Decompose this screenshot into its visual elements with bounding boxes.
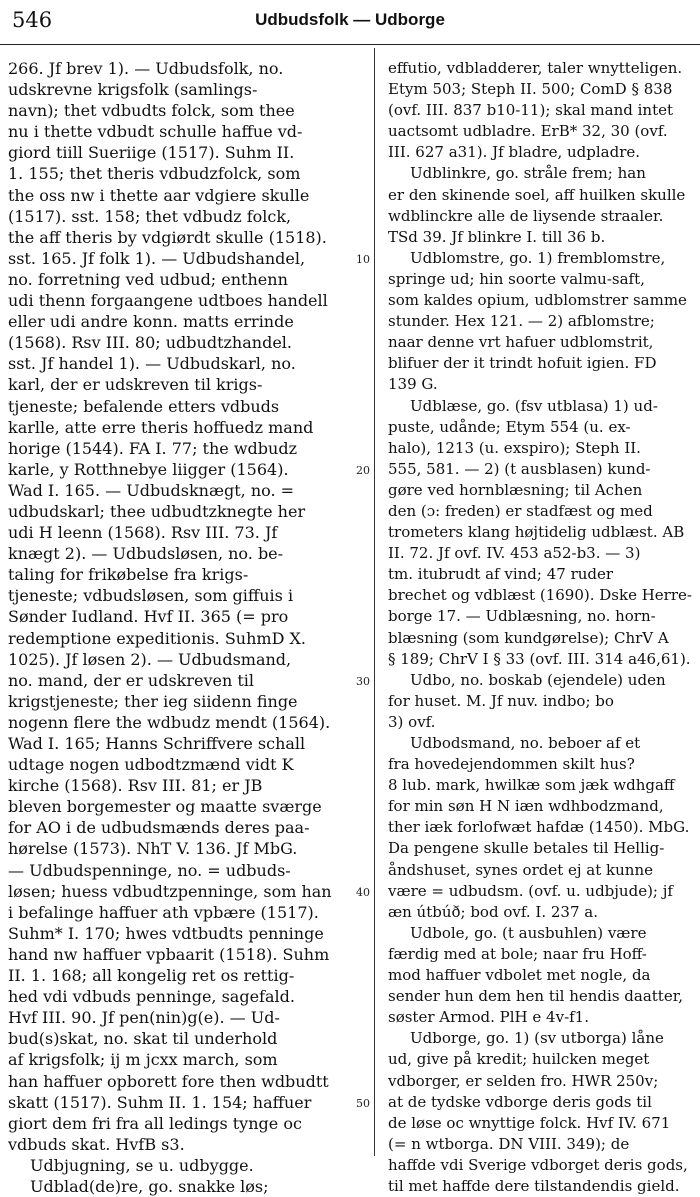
text-line: til met haffde dere tilstandendis gield.: [388, 1176, 680, 1195]
margin-line-number: 30: [356, 674, 370, 688]
text-line: udi thenn forgaangene udtboes handell: [8, 291, 328, 311]
text-line: vdborger, er selden fro. HWR 250v;: [388, 1071, 659, 1090]
text-line: (1517). sst. 158; thet vdbudz folck,: [8, 206, 292, 226]
text-line: knægt 2). — Udbudsløsen, no. be-: [8, 544, 284, 564]
text-line: udi H leenn (1568). Rsv III. 73. Jf: [8, 523, 278, 543]
text-line: brechet og vdblæst (1690). Dske Herre-: [388, 586, 692, 605]
text-line: springe ud; hin soorte valmu-saft,: [388, 269, 645, 288]
text-line: 8 lub. mark, hwilkæ som jæk wdhgaff: [388, 776, 675, 795]
text-line: hørelse (1573). NhT V. 136. Jf MbG.: [8, 839, 298, 859]
text-line: i befalinge haffuer ath vpbære (1517).: [8, 902, 319, 922]
text-line: Wad I. 165; Hanns Schriffvere schall: [8, 734, 306, 753]
text-line: han haffuer opborett fore then wdbudtt: [8, 1071, 329, 1091]
text-line: ud, give på kredit; huilcken meget: [388, 1050, 650, 1069]
text-line: karl, der er udskreven til krigs-: [8, 375, 263, 395]
text-line: bleven borgemester og maatte sværge: [8, 797, 322, 817]
text-line: udskrevne krigsfolk (samlings-: [8, 80, 258, 100]
margin-line-number: 50: [356, 1096, 370, 1110]
text-line: nogenn flere the wdbudz mendt (1564).: [8, 712, 331, 732]
text-line: tm. itubrudt af vind; 47 ruder: [388, 565, 614, 584]
text-line: for AO i de udbudsmænds deres paa-: [8, 818, 310, 838]
text-line: hand nw haffuer vpbaarit (1518). Suhm: [8, 944, 330, 964]
text-line: taling for frikøbelse fra krigs-: [8, 565, 249, 585]
text-line: Wad I. 165. — Udbudsknægt, no. =: [8, 480, 295, 500]
text-line: ther iæk forlofwæt hafdæ (1450). MbG.: [388, 818, 690, 837]
text-line: kirche (1568). Rsv III. 81; er JB: [8, 776, 263, 796]
text-line: karle, y Rotthnebye liigger (1564).: [8, 459, 289, 479]
text-line: færdig med at bole; naar fru Hoff-: [388, 944, 647, 963]
text-line: TSd 39. Jf blinkre I. till 36 b.: [388, 227, 606, 246]
text-line: (1568). Rsv III. 80; udbudtzhandel.: [8, 333, 292, 353]
text-line: wdblinckre alle de liysende straaler.: [388, 206, 664, 225]
text-line: uactsomt udbladre. ErB* 32, 30 (ovf.: [388, 122, 668, 141]
text-line: — Udbudspenninge, no. = udbuds-: [8, 860, 291, 880]
text-line: skatt (1517). Suhm II. 1. 154; haffuer: [8, 1092, 312, 1112]
text-line: mod haffuer vdbolet met nogle, da: [388, 966, 651, 985]
text-line: eller udi andre konn. matts errinde: [8, 312, 294, 332]
text-line: the aff theris by vdgiørdt skulle (1518).: [8, 227, 327, 247]
text-line: § 189; ChrV I § 33 (ovf. III. 314 a46,61).: [388, 649, 691, 668]
text-line: 1. 155; thet theris vdbudzfolck, som: [8, 164, 301, 184]
text-line: Udborge, go. 1) (sv utborga) låne: [410, 1029, 664, 1048]
text-line: II. 1. 168; all kongelig ret os rettig-: [8, 966, 295, 986]
text-line: giord tiill Sueriige (1517). Suhm II.: [8, 143, 295, 163]
text-line: vdbuds skat. HvfB s3.: [8, 1134, 185, 1154]
text-line: 1025). Jf løsen 2). — Udbudsmand,: [8, 649, 292, 669]
text-line: Hvf III. 90. Jf pen(nin)g(e). — Ud-: [8, 1008, 280, 1028]
text-line: som kaldes opium, udblomstrer samme: [388, 291, 687, 310]
text-line: effutio, vdbladderer, taler wnytteligen.: [388, 59, 683, 77]
text-line: naar denne vrt hafuer udblomstrit,: [388, 333, 654, 352]
text-line: puste, udånde; Etym 554 (u. ex-: [388, 417, 631, 436]
text-line: for min søn H N iæn wdhbodzmand,: [388, 797, 664, 816]
text-line: III. 627 a31). Jf bladre, udpladre.: [388, 143, 641, 162]
margin-line-number: 20: [356, 463, 370, 477]
text-line: trometers klang højtidelig udblæst. AB: [388, 523, 685, 542]
text-line: stunder. Hex 121. — 2) afblomstre;: [388, 312, 655, 331]
text-line: blifuer der it trindt hofuit igien. FD: [388, 354, 657, 373]
page-body: [0, 48, 700, 1196]
text-line: navn); thet vdbudts folck, som thee: [8, 101, 295, 121]
text-line: 555, 581. — 2) (t ausblasen) kund-: [388, 459, 651, 478]
text-line: de løse oc wnyttige folck. Hvf IV. 671: [388, 1113, 671, 1132]
text-line: karlle, atte erre theris hoffuedz mand: [8, 417, 314, 437]
text-line: no. forretning ved udbud; enthenn: [8, 269, 288, 289]
text-line: bud(s)skat, no. skat til underhold: [8, 1029, 278, 1049]
text-line: tjeneste; vdbudsløsen, som giffuis i: [8, 586, 294, 606]
text-line: 266. Jf brev 1). — Udbudsfolk, no.: [8, 59, 284, 78]
text-line: halo), 1213 (u. exspiro); Steph II.: [388, 438, 641, 457]
left-column: [8, 58, 356, 1197]
text-line: af krigsfolk; ij m jcxx march, som: [8, 1050, 278, 1070]
text-line: at de tydske vdborge deris gods til: [388, 1092, 652, 1111]
text-line: (= n wtborga. DN VIII. 349); de: [388, 1134, 630, 1153]
text-line: åndshuset, synes ordet ej at kunne: [388, 860, 653, 879]
margin-line-number: 10: [356, 252, 370, 266]
running-head: Udbudsfolk — Udborge: [255, 10, 445, 29]
text-line: 3) ovf.: [388, 712, 436, 731]
text-line: Da pengene skulle betales til Hellig-: [388, 839, 665, 858]
text-line: Udblinkre, go. stråle frem; han: [410, 164, 646, 183]
text-line: fra hovedejendommen skilt hus?: [388, 755, 635, 774]
text-line: II. 72. Jf ovf. IV. 453 a52-b3. — 3): [388, 544, 641, 563]
text-line: blæsning (som kundgørelse); ChrV A: [388, 628, 669, 647]
text-line: borge 17. — Udblæsning, no. horn-: [388, 607, 656, 626]
text-line: er den skinende soel, aff huilken skulle: [388, 185, 686, 204]
text-line: Udbodsmand, no. beboer af et: [410, 734, 641, 752]
text-line: haffde vdi Sverige vdborget deris gods,: [388, 1155, 688, 1174]
text-line: Udbo, no. boskab (ejendele) uden: [410, 670, 666, 689]
text-line: søster Armod. PlH e 4v-f1.: [388, 1008, 589, 1027]
text-line: løsen; huess vdbudtzpenninge, som han: [8, 881, 332, 901]
text-line: være = udbudsm. (ovf. u. udbjude); jf: [388, 881, 673, 900]
text-line: horige (1544). FA I. 77; the wdbudz: [8, 438, 297, 458]
text-line: the oss nw i thette aar vdgiere skulle: [8, 185, 310, 205]
text-line: Udbole, go. (t ausbuhlen) være: [410, 923, 647, 942]
text-line: redemptione expeditionis. SuhmD X.: [8, 628, 306, 648]
text-line: udbudskarl; thee udbudtzknegte her: [8, 501, 306, 521]
text-line: tjeneste; befalende etters vdbuds: [8, 396, 280, 416]
margin-line-number: 40: [356, 885, 370, 899]
text-line: no. mand, der er udskreven til: [8, 670, 255, 690]
text-line: krigstjeneste; ther ieg siidenn finge: [8, 691, 298, 711]
text-line: sst. 165. Jf folk 1). — Udbudshandel,: [8, 248, 306, 268]
column-divider: [374, 48, 375, 1156]
text-line: Suhm* I. 170; hwes vdtbudts penninge: [8, 923, 324, 943]
text-line: æn útbúð; bod ovf. I. 237 a.: [388, 902, 598, 921]
text-line: hed vdi vdbuds penninge, sagefald.: [8, 987, 295, 1007]
text-line: Etym 503; Steph II. 500; ComD § 838: [388, 80, 673, 99]
text-line: (ovf. III. 837 b10-11); skal mand intet: [388, 101, 674, 120]
text-line: Udblomstre, go. 1) fremblomstre,: [410, 248, 666, 267]
text-line: den (ɔ: freden) er stadfæst og med: [388, 501, 653, 520]
page-header: [0, 0, 700, 45]
page-number: 546: [12, 8, 53, 32]
text-line: 139 G.: [388, 375, 438, 394]
text-line: sst. Jf handel 1). — Udbudskarl, no.: [8, 354, 296, 374]
text-line: giort dem fri fra all ledings tynge oc: [8, 1113, 302, 1133]
text-line: Udbjugning, se u. udbygge.: [30, 1155, 254, 1175]
text-line: Sønder Iudland. Hvf II. 365 (= pro: [8, 607, 289, 627]
text-line: sender hun dem hen til hendis daatter,: [388, 987, 684, 1006]
text-line: Udblæse, go. (fsv utblasa) 1) ud-: [410, 396, 658, 415]
text-line: for huset. M. Jf nuv. indbo; bo: [388, 691, 614, 710]
text-line: gøre ved hornblæsning; til Achen: [388, 480, 643, 499]
text-line: nu i thette vdbudt schulle haffue vd-: [8, 122, 303, 142]
text-line: udtage nogen udbodtzmænd vidt K: [8, 755, 294, 775]
text-line: Udblad(de)re, go. snakke løs;: [30, 1176, 269, 1196]
right-column: [388, 58, 694, 1197]
